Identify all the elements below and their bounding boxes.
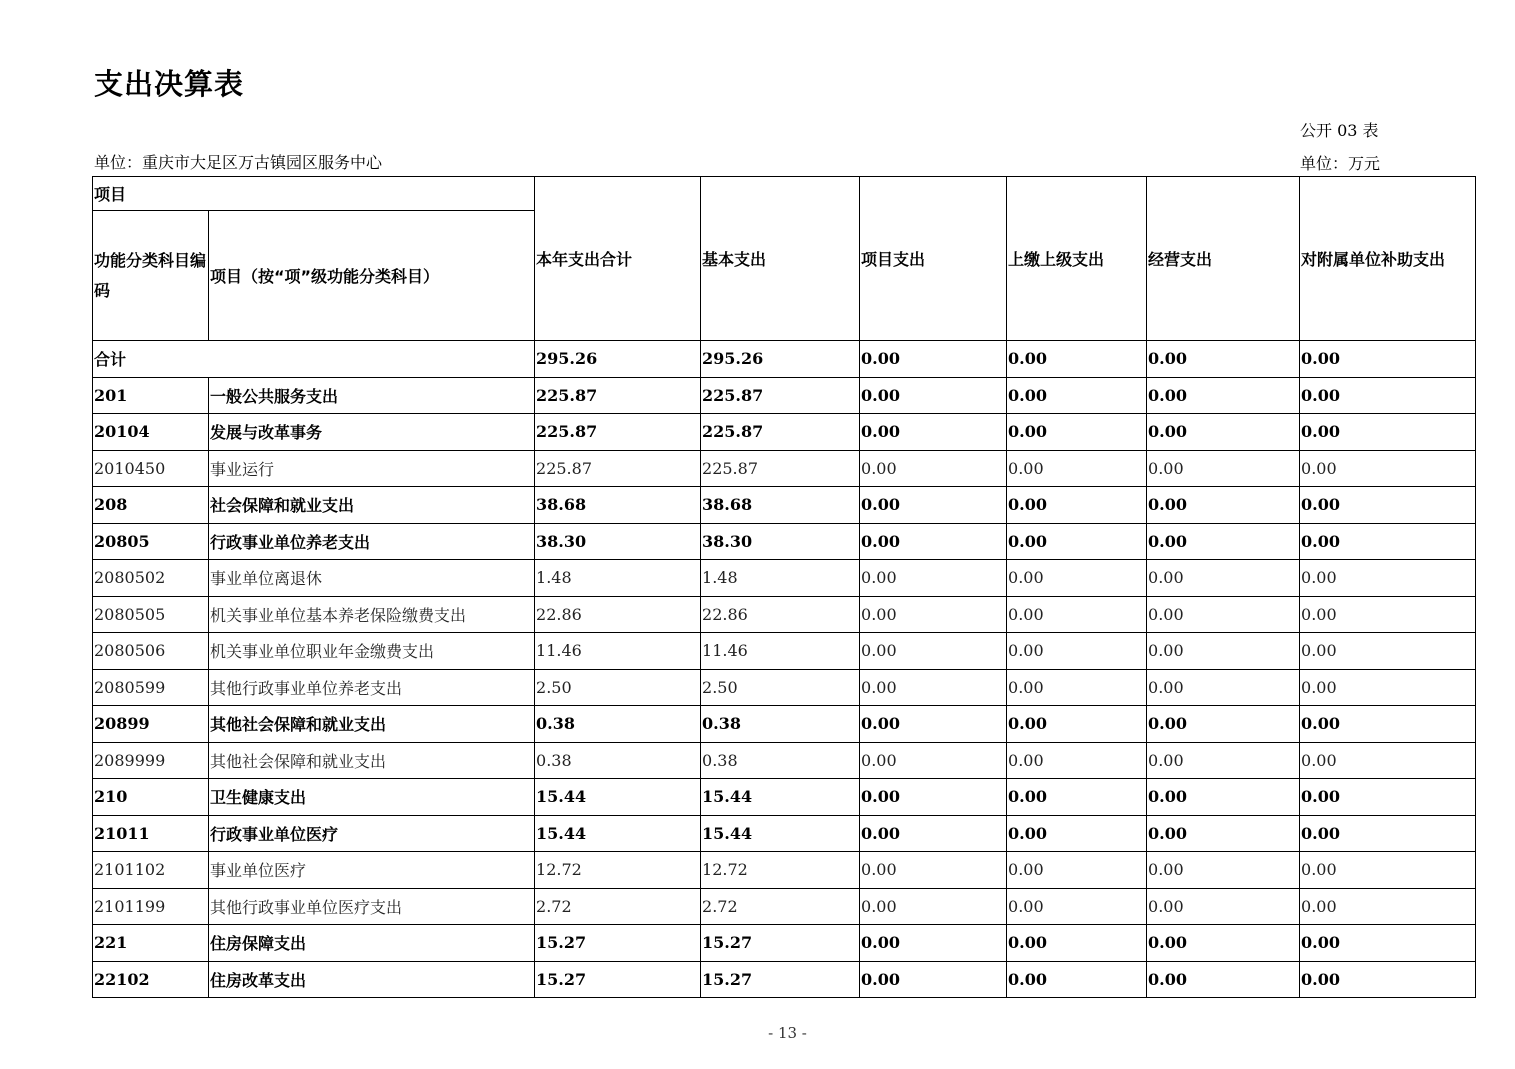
cell-total: 38.68 xyxy=(535,487,701,524)
cell-upper: 0.00 xyxy=(1007,961,1147,998)
cell-code: 2101199 xyxy=(93,888,209,925)
cell-name: 其他社会保障和就业支出 xyxy=(209,706,535,743)
cell-total: 15.27 xyxy=(535,961,701,998)
cell-name: 事业单位医疗 xyxy=(209,852,535,889)
cell-project: 0.00 xyxy=(860,888,1007,925)
cell-upper: 0.00 xyxy=(1007,414,1147,451)
cell-name: 其他行政事业单位医疗支出 xyxy=(209,888,535,925)
cell-total: 225.87 xyxy=(535,414,701,451)
cell-project: 0.00 xyxy=(860,414,1007,451)
cell-code: 2101102 xyxy=(93,852,209,889)
cell-name: 一般公共服务支出 xyxy=(209,377,535,414)
cell-code: 2089999 xyxy=(93,742,209,779)
cell-total: 12.72 xyxy=(535,852,701,889)
cell-project: 0.00 xyxy=(860,633,1007,670)
cell-basic: 38.30 xyxy=(701,523,860,560)
cell-basic: 12.72 xyxy=(701,852,860,889)
header-name: 项目（按“项”级功能分类科目） xyxy=(209,211,535,341)
cell-basic: 15.44 xyxy=(701,779,860,816)
cell-name: 行政事业单位医疗 xyxy=(209,815,535,852)
cell-name: 其他行政事业单位养老支出 xyxy=(209,669,535,706)
cell-upper: 0.00 xyxy=(1007,706,1147,743)
cell-business: 0.00 xyxy=(1147,852,1300,889)
cell-business: 0.00 xyxy=(1147,925,1300,962)
table-row xyxy=(93,487,1476,524)
cell-upper: 0.00 xyxy=(1007,779,1147,816)
summary-business: 0.00 xyxy=(1147,341,1300,378)
cell-name: 住房保障支出 xyxy=(209,925,535,962)
summary-row xyxy=(93,341,1476,378)
table-row xyxy=(93,779,1476,816)
summary-upper: 0.00 xyxy=(1007,341,1147,378)
cell-upper: 0.00 xyxy=(1007,523,1147,560)
cell-subsidy: 0.00 xyxy=(1300,888,1476,925)
cell-business: 0.00 xyxy=(1147,669,1300,706)
table-row xyxy=(93,888,1476,925)
summary-total: 295.26 xyxy=(535,341,701,378)
cell-project: 0.00 xyxy=(860,560,1007,597)
cell-total: 2.72 xyxy=(535,888,701,925)
cell-upper: 0.00 xyxy=(1007,888,1147,925)
cell-business: 0.00 xyxy=(1147,450,1300,487)
cell-basic: 15.44 xyxy=(701,815,860,852)
cell-name: 行政事业单位养老支出 xyxy=(209,523,535,560)
cell-project: 0.00 xyxy=(860,377,1007,414)
cell-business: 0.00 xyxy=(1147,596,1300,633)
cell-basic: 225.87 xyxy=(701,414,860,451)
cell-code: 221 xyxy=(93,925,209,962)
cell-total: 2.50 xyxy=(535,669,701,706)
cell-basic: 2.50 xyxy=(701,669,860,706)
cell-subsidy: 0.00 xyxy=(1300,450,1476,487)
cell-code: 201 xyxy=(93,377,209,414)
cell-code: 22102 xyxy=(93,961,209,998)
cell-project: 0.00 xyxy=(860,450,1007,487)
cell-total: 15.27 xyxy=(535,925,701,962)
cell-business: 0.00 xyxy=(1147,888,1300,925)
cell-basic: 38.68 xyxy=(701,487,860,524)
cell-project: 0.00 xyxy=(860,596,1007,633)
table-row xyxy=(93,450,1476,487)
cell-total: 15.44 xyxy=(535,815,701,852)
cell-basic: 22.86 xyxy=(701,596,860,633)
cell-upper: 0.00 xyxy=(1007,633,1147,670)
cell-business: 0.00 xyxy=(1147,523,1300,560)
cell-name: 社会保障和就业支出 xyxy=(209,487,535,524)
cell-basic: 225.87 xyxy=(701,450,860,487)
cell-basic: 2.72 xyxy=(701,888,860,925)
table-row xyxy=(93,852,1476,889)
cell-business: 0.00 xyxy=(1147,961,1300,998)
cell-total: 225.87 xyxy=(535,450,701,487)
summary-label: 合计 xyxy=(93,341,535,378)
cell-upper: 0.00 xyxy=(1007,852,1147,889)
table-row xyxy=(93,377,1476,414)
cell-upper: 0.00 xyxy=(1007,560,1147,597)
cell-name: 其他社会保障和就业支出 xyxy=(209,742,535,779)
cell-upper: 0.00 xyxy=(1007,377,1147,414)
cell-upper: 0.00 xyxy=(1007,742,1147,779)
table-row xyxy=(93,414,1476,451)
table-row xyxy=(93,596,1476,633)
table-row xyxy=(93,815,1476,852)
cell-code: 20899 xyxy=(93,706,209,743)
header-subsidy: 对附属单位补助支出 xyxy=(1300,177,1476,341)
cell-business: 0.00 xyxy=(1147,742,1300,779)
form-number: 公开 03 表 xyxy=(1300,121,1379,140)
cell-subsidy: 0.00 xyxy=(1300,961,1476,998)
header-project: 项目支出 xyxy=(860,177,1007,341)
cell-business: 0.00 xyxy=(1147,560,1300,597)
header-row-top xyxy=(93,177,1476,211)
page-title: 支出决算表 xyxy=(94,67,245,101)
cell-total: 0.38 xyxy=(535,706,701,743)
cell-subsidy: 0.00 xyxy=(1300,815,1476,852)
cell-subsidy: 0.00 xyxy=(1300,633,1476,670)
cell-business: 0.00 xyxy=(1147,414,1300,451)
cell-code: 208 xyxy=(93,487,209,524)
header-code: 功能分类科目编码 xyxy=(93,211,209,341)
cell-project: 0.00 xyxy=(860,961,1007,998)
cell-code: 2080599 xyxy=(93,669,209,706)
cell-business: 0.00 xyxy=(1147,377,1300,414)
cell-name: 机关事业单位职业年金缴费支出 xyxy=(209,633,535,670)
cell-total: 15.44 xyxy=(535,779,701,816)
cell-upper: 0.00 xyxy=(1007,450,1147,487)
cell-upper: 0.00 xyxy=(1007,596,1147,633)
cell-name: 事业单位离退休 xyxy=(209,560,535,597)
cell-name: 卫生健康支出 xyxy=(209,779,535,816)
cell-subsidy: 0.00 xyxy=(1300,560,1476,597)
cell-code: 2080505 xyxy=(93,596,209,633)
cell-upper: 0.00 xyxy=(1007,669,1147,706)
cell-project: 0.00 xyxy=(860,706,1007,743)
cell-total: 225.87 xyxy=(535,377,701,414)
summary-subsidy: 0.00 xyxy=(1300,341,1476,378)
cell-project: 0.00 xyxy=(860,487,1007,524)
cell-subsidy: 0.00 xyxy=(1300,487,1476,524)
cell-name: 机关事业单位基本养老保险缴费支出 xyxy=(209,596,535,633)
header-item: 项目 xyxy=(93,177,535,211)
cell-code: 20104 xyxy=(93,414,209,451)
cell-basic: 15.27 xyxy=(701,961,860,998)
cell-business: 0.00 xyxy=(1147,815,1300,852)
cell-basic: 0.38 xyxy=(701,706,860,743)
cell-upper: 0.00 xyxy=(1007,487,1147,524)
cell-project: 0.00 xyxy=(860,523,1007,560)
cell-project: 0.00 xyxy=(860,925,1007,962)
cell-subsidy: 0.00 xyxy=(1300,523,1476,560)
table-row xyxy=(93,742,1476,779)
cell-total: 38.30 xyxy=(535,523,701,560)
cell-name: 住房改革支出 xyxy=(209,961,535,998)
cell-subsidy: 0.00 xyxy=(1300,852,1476,889)
cell-basic: 0.38 xyxy=(701,742,860,779)
cell-total: 1.48 xyxy=(535,560,701,597)
table-row xyxy=(93,560,1476,597)
cell-project: 0.00 xyxy=(860,779,1007,816)
page-number: - 13 - xyxy=(768,1024,807,1042)
cell-basic: 225.87 xyxy=(701,377,860,414)
table-row xyxy=(93,633,1476,670)
header-upper: 上缴上级支出 xyxy=(1007,177,1147,341)
table-row xyxy=(93,925,1476,962)
cell-code: 2010450 xyxy=(93,450,209,487)
cell-basic: 1.48 xyxy=(701,560,860,597)
cell-business: 0.00 xyxy=(1147,706,1300,743)
cell-subsidy: 0.00 xyxy=(1300,779,1476,816)
cell-total: 22.86 xyxy=(535,596,701,633)
cell-upper: 0.00 xyxy=(1007,925,1147,962)
cell-project: 0.00 xyxy=(860,742,1007,779)
header-total: 本年支出合计 xyxy=(535,177,701,341)
cell-basic: 11.46 xyxy=(701,633,860,670)
table-row xyxy=(93,706,1476,743)
cell-code: 210 xyxy=(93,779,209,816)
cell-subsidy: 0.00 xyxy=(1300,742,1476,779)
cell-subsidy: 0.00 xyxy=(1300,414,1476,451)
cell-business: 0.00 xyxy=(1147,779,1300,816)
cell-subsidy: 0.00 xyxy=(1300,596,1476,633)
summary-basic: 295.26 xyxy=(701,341,860,378)
summary-project: 0.00 xyxy=(860,341,1007,378)
header-business: 经营支出 xyxy=(1147,177,1300,341)
cell-subsidy: 0.00 xyxy=(1300,669,1476,706)
cell-project: 0.00 xyxy=(860,815,1007,852)
cell-subsidy: 0.00 xyxy=(1300,377,1476,414)
cell-project: 0.00 xyxy=(860,669,1007,706)
cell-subsidy: 0.00 xyxy=(1300,925,1476,962)
cell-name: 发展与改革事务 xyxy=(209,414,535,451)
cell-basic: 15.27 xyxy=(701,925,860,962)
table-row xyxy=(93,523,1476,560)
expenditure-table xyxy=(92,176,1476,998)
unit-currency: 单位：万元 xyxy=(1300,154,1381,173)
table-row xyxy=(93,669,1476,706)
cell-business: 0.00 xyxy=(1147,633,1300,670)
cell-subsidy: 0.00 xyxy=(1300,706,1476,743)
cell-code: 21011 xyxy=(93,815,209,852)
unit-organization: 单位：重庆市大足区万古镇园区服务中心 xyxy=(94,153,383,172)
header-basic: 基本支出 xyxy=(701,177,860,341)
cell-total: 0.38 xyxy=(535,742,701,779)
cell-code: 20805 xyxy=(93,523,209,560)
cell-code: 2080506 xyxy=(93,633,209,670)
cell-name: 事业运行 xyxy=(209,450,535,487)
cell-project: 0.00 xyxy=(860,852,1007,889)
cell-business: 0.00 xyxy=(1147,487,1300,524)
cell-total: 11.46 xyxy=(535,633,701,670)
cell-upper: 0.00 xyxy=(1007,815,1147,852)
cell-code: 2080502 xyxy=(93,560,209,597)
table-row xyxy=(93,961,1476,998)
